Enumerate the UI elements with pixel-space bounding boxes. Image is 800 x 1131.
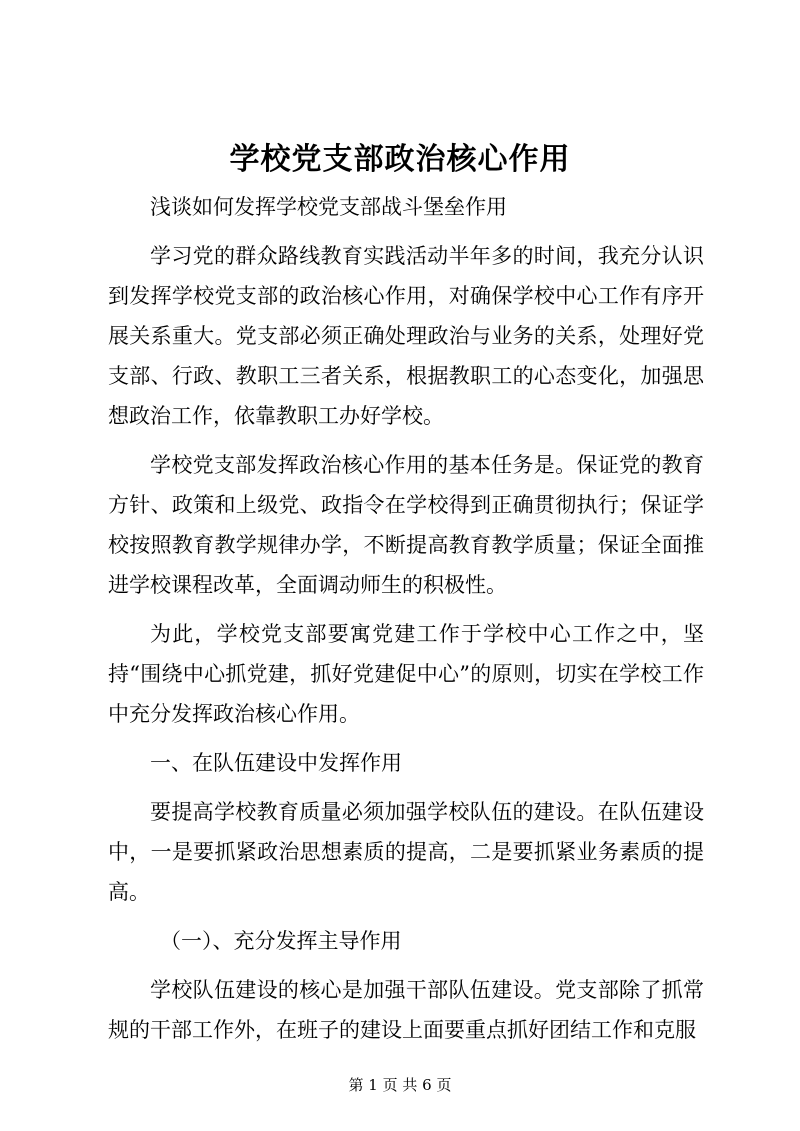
section-heading: 一、在队伍建设中发挥作用: [150, 751, 402, 775]
paragraph: 为此，学校党支部要寓党建工作于学校中心工作之中，坚持“围绕中心抓党建，抓好党建促中心”的原则，切实在学校工作中充分发挥政治核心作用。: [108, 622, 704, 726]
paragraph: 学校党支部发挥政治核心作用的基本任务是。保证党的教育方针、政策和上级党、政指令在学校得到正确贯彻执行；保证学校按照教育教学规律办学，不断提高教育教学质量；保证全面推进学校课程改革，全面调动师生的积极性。: [108, 453, 704, 597]
document-body: [108, 187, 704, 1059]
document-subtitle: 浅谈如何发挥学校党支部战斗堡垒作用: [150, 195, 507, 219]
document-title: 学校党支部政治核心作用: [229, 142, 571, 177]
paragraph: 学习党的群众路线教育实践活动半年多的时间，我充分认识到发挥学校党支部的政治核心作用，对确保学校中心工作有序开展关系重大。党支部必须正确处理政治与业务的关系，处理好党支部、行政、教职工三者关系，根据教职工的心态变化，加强思想政治工作，依靠教职工办好学校。: [108, 244, 704, 428]
paragraph: 要提高学校教育质量必须加强学校队伍的建设。在队伍建设中，一是要抓紧政治思想素质的提高，二是要抓紧业务素质的提高。: [108, 800, 704, 904]
page-number: 第 1 页 共 6 页: [348, 1076, 452, 1094]
subsection-heading: （一）、充分发挥主导作用: [160, 929, 402, 953]
paragraph: 学校队伍建设的核心是加强干部队伍建设。党支部除了抓常规的干部工作外，在班子的建设上面要重点抓好团结工作和克服: [108, 978, 704, 1042]
